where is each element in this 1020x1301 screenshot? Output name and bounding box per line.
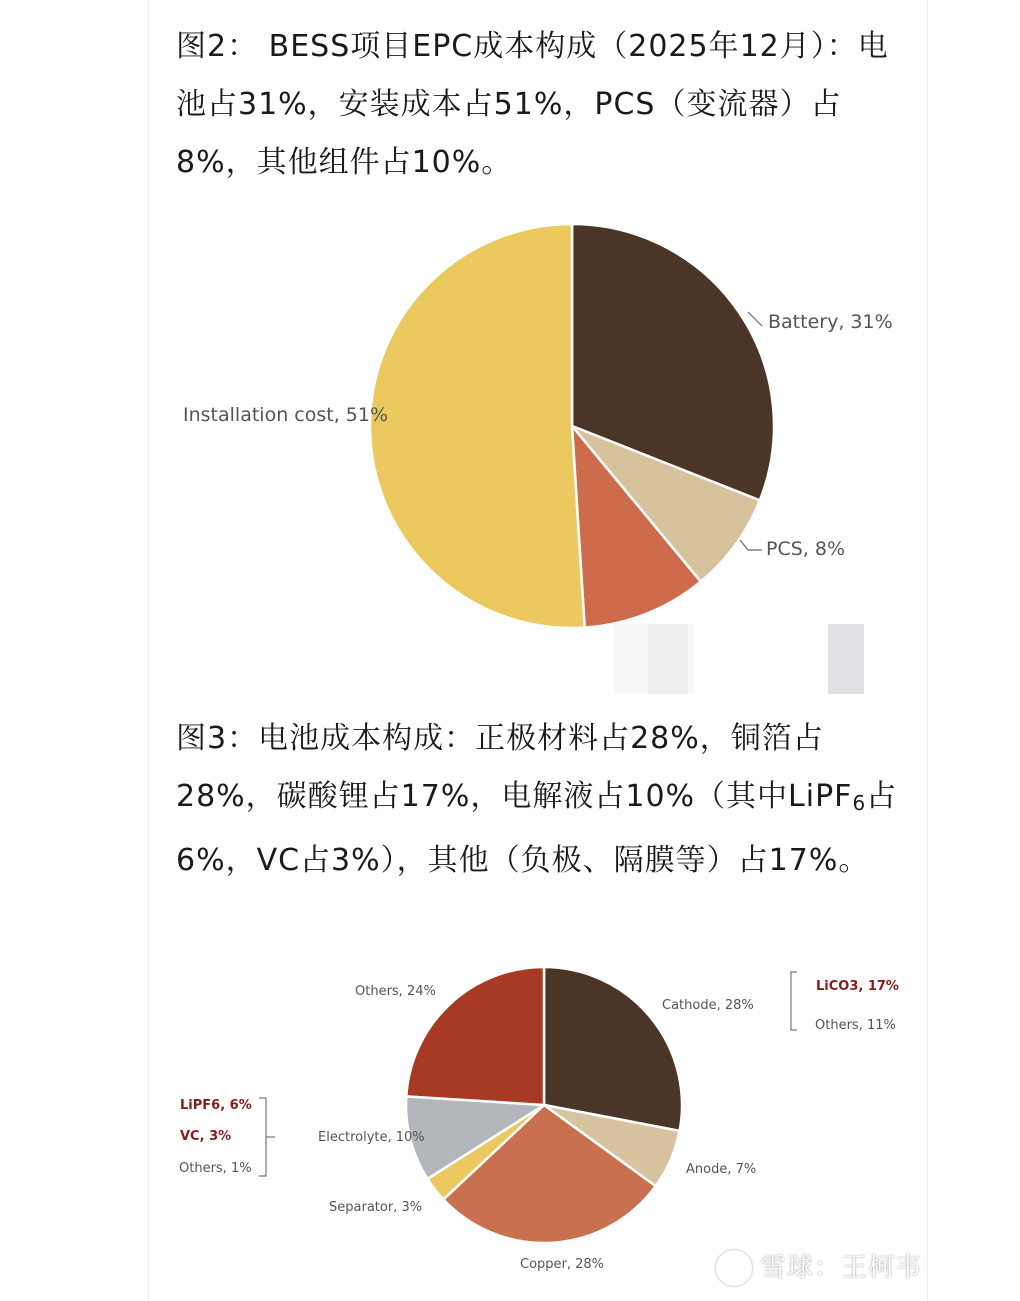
electrolyte-breakdown-bracket: [259, 1098, 266, 1176]
leader-line-pcs: [740, 540, 762, 550]
breakdown-lico3: LiCO3, 17%: [816, 979, 899, 994]
figure-3-caption-main: 图3：电池成本构成：正极材料占28%，铜箔占28%，碳酸锂占17%，电解液占10%（其中LiPF: [176, 721, 853, 814]
leader-line-battery: [748, 312, 762, 326]
watermark-logo-icon: [716, 1250, 752, 1286]
cathode-breakdown-bracket: [791, 972, 797, 1030]
breakdown-lipf6: LiPF6, 6%: [180, 1098, 252, 1113]
breakdown-vc: VC, 3%: [180, 1129, 232, 1144]
slice-label-anode: Anode, 7%: [686, 1162, 757, 1177]
slice-label-cathode: Cathode, 28%: [662, 998, 754, 1013]
watermark: 雪球：王柯韦: [760, 1253, 923, 1283]
slice-label-others: Others, 24%: [355, 984, 436, 999]
breakdown-electrolyte-others: Others, 1%: [179, 1161, 252, 1176]
slice-label-pcs: PCS, 8%: [766, 538, 846, 560]
figure-3-caption: [176, 710, 906, 890]
slice-label-separator: Separator, 3%: [329, 1200, 423, 1215]
pie1-slice-3: [370, 224, 585, 628]
slice-label-installation: Installation cost, 51%: [183, 404, 389, 426]
pie-chart-battery-cost: [406, 967, 682, 1243]
blur-patch: [648, 624, 688, 694]
blur-patch: [828, 624, 864, 694]
pie-chart-epc-cost: [370, 224, 774, 628]
figure-2-caption: 图2： BESS项目EPC成本构成（2025年12月）：电池占31%，安装成本占51%，PCS（变流器）占8%，其他组件占10%。: [176, 29, 889, 180]
pie2-slice-0: [544, 967, 682, 1131]
slice-label-battery: Battery, 31%: [768, 311, 893, 333]
breakdown-cathode-others: Others, 11%: [815, 1018, 896, 1033]
figure-3-caption-rest: 占6%，VC占3%），其他（负极、隔膜等）占17%。: [176, 779, 898, 878]
slice-label-electrolyte: Electrolyte, 10%: [318, 1130, 425, 1145]
figure-3-caption-subscript: 6: [852, 791, 867, 815]
slice-label-copper: Copper, 28%: [520, 1257, 605, 1272]
